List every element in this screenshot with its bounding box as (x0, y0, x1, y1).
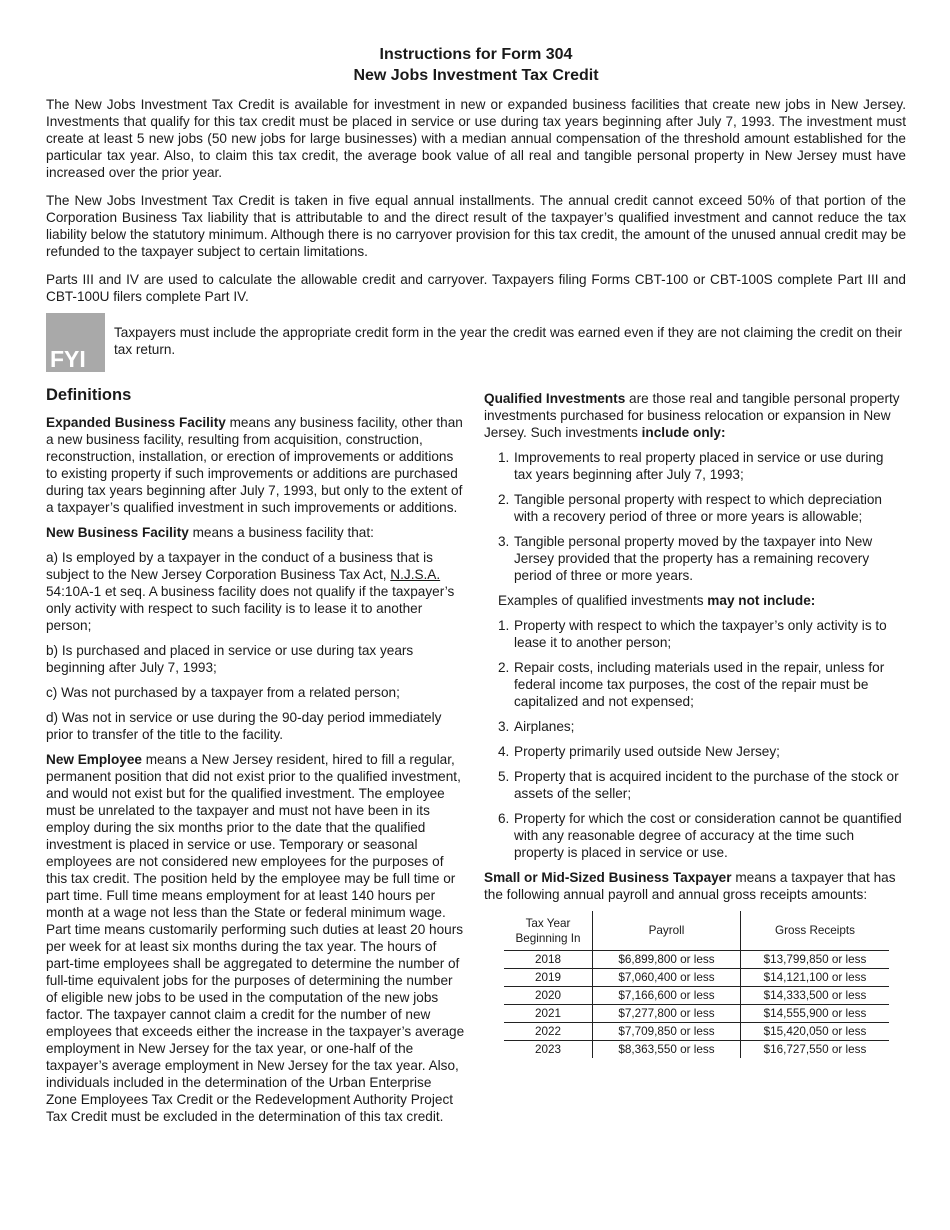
page-subtitle: New Jobs Investment Tax Credit (353, 67, 599, 84)
new-business-facility-definition (46, 524, 466, 541)
definition-text: means a New Jersey resident, hired to fill a regular, permanent position that did not exist prior to the qualified investment, and would not exist but for the qualified investment. The employee must be unrelated to the taxpayer and must not have been in its employ during the six months prior to the date that the qualified investment is placed in service or use. Temporary or seasonal employees are not considered new employees for the purposes of this tax credit. The position held by the employee may be full time or part time. Full time means employment for at least 140 hours per month at a wage not less than the State or federal minimum wage. Part time means customarily performing such duties at least 20 hours per week for at least six months during the tax year. The hours of part-time employees shall be aggregated to determine the number of full-time equivalent jobs for the purposes of determining the number of eligible new jobs to be used in the computation of the new jobs factor. The taxpayer cannot claim a credit for the number of new employees that exceeds either the increase in the taxpayer’s average employment in New Jersey for the tax year, or one-half of the taxpayer’s average employment in New Jersey for the tax year. Also, individuals included in the determination of the Urban Enterprise Zone Employees Tax Credit or the Redevelopment Authority Project Tax Credit must be excluded in the determination of this tax credit. (46, 752, 465, 1124)
table-cell: $8,363,550 or less (593, 1041, 741, 1059)
page-title: Instructions for Form 304 (379, 46, 573, 63)
item-text: Improvements to real property placed in service or use during tax years beginning after July 7, 1993; (514, 450, 884, 482)
list-item (498, 533, 904, 584)
item-text: Property primarily used outside New Jersey; (514, 744, 780, 759)
table-row (504, 1023, 889, 1041)
item-number: 5. (498, 769, 510, 784)
intro-section (46, 96, 906, 305)
table-row (504, 969, 889, 987)
list-item (498, 810, 904, 861)
table-cell: 2023 (504, 1041, 593, 1059)
table-cell: $15,420,050 or less (741, 1023, 890, 1041)
item-number: 4. (498, 744, 510, 759)
item-text: a) Is employed by a taxpayer in the conduct of a business that is subject to the New Jersey Corporation Business Tax Act, (46, 550, 433, 582)
fyi-icon: FYI (46, 313, 105, 372)
table-cell: $14,333,500 or less (741, 987, 890, 1005)
list-item (498, 617, 904, 651)
item-text: Airplanes; (514, 719, 575, 734)
item-number: 1. (498, 618, 510, 633)
term: New Employee (46, 752, 142, 767)
term: Expanded Business Facility (46, 415, 226, 430)
item-text: Tangible personal property with respect to which depreciation with a recovery period of three or more years is allowable; (514, 492, 882, 524)
emphasis: include only: (641, 425, 726, 440)
nbf-item-c: c) Was not purchased by a taxpayer from a related person; (46, 685, 400, 700)
examples-intro (498, 592, 904, 609)
item-text: Property with respect to which the taxpayer’s only activity is to lease it to another person; (514, 618, 887, 650)
table-cell: $7,166,600 or less (593, 987, 741, 1005)
intro-paragraph-2: The New Jobs Investment Tax Credit is taken in five equal annual installments. The annual credit cannot exceed 50% of that portion of the Corporation Business Tax liability that is attributable to and the direct result of the taxpayer’s qualified investment and cannot reduce the tax liability below the statutory minimum. Although there is no carryover provision for this tax credit, the amount of the unused annual credit may be refunded to the taxpayer subject to certain limitations. (46, 193, 906, 259)
list-item (498, 491, 904, 525)
definitions-heading: Definitions (46, 386, 132, 404)
table-cell: $14,121,100 or less (741, 969, 890, 987)
table-row (504, 987, 889, 1005)
definition-text: means a business facility that: (188, 525, 374, 540)
exclude-list (484, 617, 904, 861)
column-header: Payroll (593, 911, 741, 951)
column-header: Gross Receipts (775, 924, 855, 937)
expanded-business-facility-definition (46, 414, 466, 516)
table-cell: $7,060,400 or less (593, 969, 741, 987)
term: New Business Facility (46, 525, 189, 540)
two-column-body (46, 385, 906, 1133)
term: Small or Mid-Sized Business Taxpayer (484, 870, 732, 885)
table-cell: 2020 (504, 987, 593, 1005)
examples-text: Examples of qualified investments (498, 593, 708, 608)
table-cell: $6,899,800 or less (593, 951, 741, 969)
item-number: 2. (498, 492, 510, 507)
table-cell: $14,555,900 or less (741, 1005, 890, 1023)
item-number: 2. (498, 660, 510, 675)
table-cell: $7,709,850 or less (593, 1023, 741, 1041)
item-number: 6. (498, 811, 510, 826)
definition-text: are those real and tangible personal property investments purchased for business relocation or expansion in New Jersey. Such investments (484, 391, 900, 440)
table-cell: $16,727,550 or less (741, 1041, 890, 1059)
small-business-definition (484, 869, 904, 903)
term: Qualified Investments (484, 391, 626, 406)
include-list (484, 449, 904, 584)
statute-link[interactable]: N.J.S.A. (390, 567, 441, 582)
list-item (498, 718, 904, 735)
item-text: Property that is acquired incident to the purchase of the stock or assets of the seller; (514, 769, 899, 801)
fyi-note (46, 313, 906, 372)
item-number: 1. (498, 450, 510, 465)
definition-text: means any business facility, other than a new business facility, resulting from acquisition, construction, reconstruction, installation, or erection of improvements or additions to existing property if such improvements or additions are purchased during tax years beginning after July 7, 1993, but only to the extent of a taxpayer’s qualified investment in such improvements or additions. (46, 415, 463, 515)
list-item (498, 449, 904, 483)
table-cell: 2021 (504, 1005, 593, 1023)
new-employee-definition (46, 751, 466, 1125)
table-row (504, 951, 889, 969)
emphasis: may not include: (707, 593, 816, 608)
intro-paragraph-3: Parts III and IV are used to calculate the allowable credit and carryover. Taxpayers filing Forms CBT-100 or CBT-100S complete Part III and CBT-100U filers complete Part IV. (46, 272, 906, 304)
item-number: 3. (498, 534, 510, 549)
table-cell: 2022 (504, 1023, 593, 1041)
table-row (504, 1005, 889, 1023)
column-header: Tax Year Beginning In (504, 911, 593, 951)
qualified-investments-definition (484, 390, 904, 441)
table-header-row (504, 911, 889, 951)
item-text: Property for which the cost or consideration cannot be quantified with any reasonable degree of accuracy at the time such property is placed in service or use. (514, 811, 902, 860)
table-cell: 2019 (504, 969, 593, 987)
item-number: 3. (498, 719, 510, 734)
list-item (498, 743, 904, 760)
nbf-item-b: b) Is purchased and placed in service or use during tax years beginning after July 7, 1993; (46, 643, 414, 675)
list-item (498, 659, 904, 710)
list-item (498, 768, 904, 802)
nbf-item-a (46, 549, 466, 634)
item-text: Repair costs, including materials used in the repair, unless for federal income tax purposes, the cost of the repair must be capitalized and not expensed; (514, 660, 885, 709)
intro-paragraph-1: The New Jobs Investment Tax Credit is available for investment in new or expanded business facilities that create new jobs in New Jersey. Investments that qualify for this tax credit must be placed in service or use during tax years beginning after July 7, 1993. The investment must create at least 5 new jobs (50 new jobs for large businesses) with a median annual compensation of the threshold amount established for the particular tax year. Also, to claim this tax credit, the average book value of all real and tangible personal property in New Jersey must have increased over the prior year. (46, 97, 906, 180)
nbf-item-d: d) Was not in service or use during the 90-day period immediately prior to transfer of the title to the facility. (46, 710, 442, 742)
definition-text: means a taxpayer that has the following annual payroll and annual gross receipts amounts: (484, 870, 896, 902)
table-cell: 2018 (504, 951, 593, 969)
fyi-text: Taxpayers must include the appropriate credit form in the year the credit was earned even if they are not claiming the credit on their tax return. (114, 325, 903, 357)
table-row (504, 1041, 889, 1059)
right-column (484, 390, 904, 1133)
item-text: 54:10A-1 et seq. A business facility does not qualify if the taxpayer’s only activity with respect to such facility is to lease it to another person; (46, 584, 455, 633)
left-column (46, 385, 466, 1133)
table-cell: $7,277,800 or less (593, 1005, 741, 1023)
thresholds-table (504, 911, 889, 1058)
item-text: Tangible personal property moved by the taxpayer into New Jersey provided that the property has a remaining recovery period of three or more years. (514, 534, 873, 583)
table-cell: $13,799,850 or less (741, 951, 890, 969)
form-page (46, 44, 906, 1133)
